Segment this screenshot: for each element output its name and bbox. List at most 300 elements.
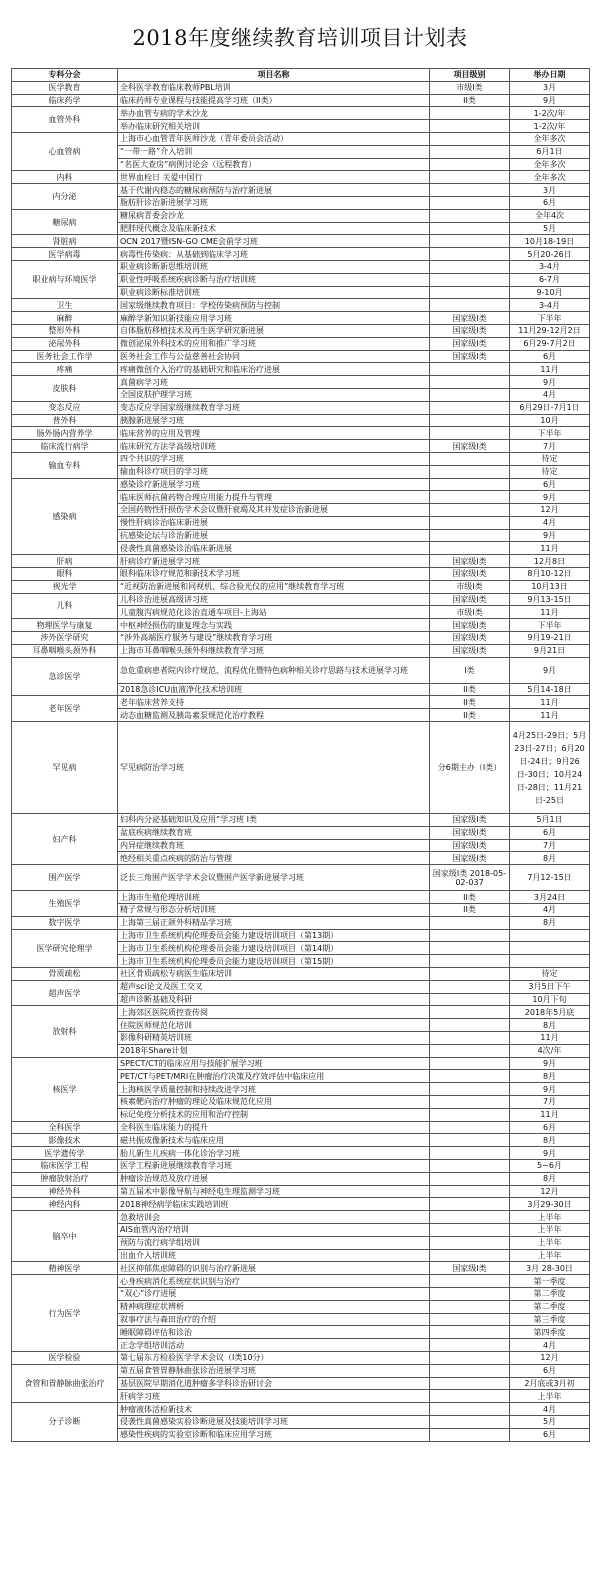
- project-date-cell: 全年多次: [510, 158, 590, 171]
- dept-cell: 输血专科: [12, 452, 118, 478]
- project-level-cell: [430, 1095, 510, 1108]
- project-name-cell: 病毒性传染病：从基础到临床学习班: [118, 248, 430, 261]
- project-level-cell: [430, 1390, 510, 1403]
- project-date-cell: 11月: [510, 1108, 590, 1121]
- plan-table: [11, 68, 590, 1442]
- project-name-cell: 儿科诊治进展高级讲习班: [118, 593, 430, 606]
- project-level-cell: [430, 1057, 510, 1070]
- dept-cell: 泌尿外科: [12, 337, 118, 350]
- table-row: [12, 696, 590, 709]
- project-level-cell: II类: [430, 904, 510, 917]
- table-row: [12, 722, 590, 814]
- header-dept: 专科分会: [12, 69, 118, 82]
- project-name-cell: 肿瘤液体活检新技术: [118, 1403, 430, 1416]
- project-date-cell: 第四季度: [510, 1326, 590, 1339]
- project-level-cell: [430, 1223, 510, 1236]
- project-level-cell: [430, 1032, 510, 1045]
- project-level-cell: [430, 1159, 510, 1172]
- project-date-cell: 7月: [510, 839, 590, 852]
- dept-cell: 脑卒中: [12, 1211, 118, 1262]
- table-row: [12, 440, 590, 453]
- table-row: [12, 235, 590, 248]
- project-name-cell: 脂肪肝诊治新进展学习班: [118, 196, 430, 209]
- project-name-cell: 影像科研精英培训班: [118, 1032, 430, 1045]
- project-name-cell: 职业病诊断新思维培训班: [118, 260, 430, 273]
- project-level-cell: [430, 942, 510, 955]
- dept-cell: 糖尿病: [12, 209, 118, 235]
- project-name-cell: 糖尿病青委会沙龙: [118, 209, 430, 222]
- project-name-cell: 真菌病学习班: [118, 376, 430, 389]
- table-row: [12, 1172, 590, 1185]
- project-level-cell: [430, 452, 510, 465]
- header-name: 项目名称: [118, 69, 430, 82]
- project-date-cell: 9-10月: [510, 286, 590, 299]
- project-date-cell: 7月: [510, 1095, 590, 1108]
- table-row: [12, 968, 590, 981]
- project-level-cell: [430, 1351, 510, 1364]
- project-level-cell: [430, 1364, 510, 1377]
- project-level-cell: [430, 1108, 510, 1121]
- project-name-cell: 精子常规与形态分析培训班: [118, 904, 430, 917]
- project-level-cell: 分6期主办（I类）: [430, 722, 510, 814]
- project-date-cell: 6月: [510, 1121, 590, 1134]
- project-name-cell: 预防与流行病学组培训: [118, 1236, 430, 1249]
- project-level-cell: [430, 478, 510, 491]
- project-level-cell: [430, 504, 510, 517]
- project-date-cell: 上半年: [510, 1211, 590, 1224]
- table-row: [12, 337, 590, 350]
- table-row: [12, 1185, 590, 1198]
- project-level-cell: [430, 1339, 510, 1352]
- project-date-cell: 8月: [510, 1172, 590, 1185]
- project-level-cell: [430, 516, 510, 529]
- dept-cell: 临床流行病学: [12, 440, 118, 453]
- table-row: [12, 1403, 590, 1416]
- dept-cell: 普外科: [12, 414, 118, 427]
- project-level-cell: 国家级I类: [430, 619, 510, 632]
- project-level-cell: [430, 1121, 510, 1134]
- project-date-cell: 5月20-26日: [510, 248, 590, 261]
- project-name-cell: 上海市生殖伦理培训班: [118, 891, 430, 904]
- project-level-cell: 国家级I类: [430, 555, 510, 568]
- project-date-cell: 5月: [510, 222, 590, 235]
- project-date-cell: 3-4月: [510, 260, 590, 273]
- dept-cell: 肝病: [12, 555, 118, 568]
- project-date-cell: 8月: [510, 916, 590, 929]
- project-date-cell: 8月: [510, 1019, 590, 1032]
- project-name-cell: 出血介入培训班: [118, 1249, 430, 1262]
- project-name-cell: 变态反应学国家级继续教育学习班: [118, 401, 430, 414]
- table-header-row: [12, 69, 590, 82]
- project-date-cell: 9月21日: [510, 644, 590, 657]
- dept-cell: 医学病毒: [12, 248, 118, 261]
- project-date-cell: 9月: [510, 1083, 590, 1096]
- project-date-cell: 11月29-12月2日: [510, 324, 590, 337]
- project-level-cell: [430, 248, 510, 261]
- dept-cell: 临床药学: [12, 94, 118, 107]
- project-date-cell: 全年多次: [510, 132, 590, 145]
- project-date-cell: 12月: [510, 1185, 590, 1198]
- project-name-cell: 国家级继续教育项目：学校传染病预防与控制: [118, 299, 430, 312]
- dept-cell: 医务社会工作学: [12, 350, 118, 363]
- project-level-cell: [430, 158, 510, 171]
- project-name-cell: “一带一路”介入培训: [118, 145, 430, 158]
- table-row: [12, 209, 590, 222]
- project-date-cell: 3月 28-30日: [510, 1262, 590, 1275]
- dept-cell: 临床医学工程: [12, 1159, 118, 1172]
- dept-cell: 食管和胃静脉曲张治疗: [12, 1364, 118, 1402]
- table-row: [12, 414, 590, 427]
- project-level-cell: [430, 1172, 510, 1185]
- project-level-cell: 市级I类: [430, 606, 510, 619]
- project-level-cell: [430, 209, 510, 222]
- project-level-cell: [430, 993, 510, 1006]
- table-row: [12, 1211, 590, 1224]
- project-name-cell: SPECT/CT的临床应用与技能扩展学习班: [118, 1057, 430, 1070]
- project-name-cell: 侵袭性真菌感染诊治临床新进展: [118, 542, 430, 555]
- dept-cell: 肿瘤放射治疗: [12, 1172, 118, 1185]
- table-row: [12, 324, 590, 337]
- project-level-cell: [430, 286, 510, 299]
- project-level-cell: 国家级I类: [430, 440, 510, 453]
- project-level-cell: [430, 529, 510, 542]
- table-row: [12, 260, 590, 273]
- project-level-cell: 国家级I类: [430, 839, 510, 852]
- table-row: [12, 632, 590, 645]
- project-date-cell: 11月: [510, 1032, 590, 1045]
- dept-cell: 血管外科: [12, 107, 118, 133]
- project-name-cell: 妇科内分泌基础知识及应用”学习班 I类: [118, 814, 430, 827]
- table-row: [12, 1198, 590, 1211]
- dept-cell: 涉外医学研究: [12, 632, 118, 645]
- project-name-cell: OCN 2017暨ISN-GO CME会前学习班: [118, 235, 430, 248]
- project-date-cell: 10月18-19日: [510, 235, 590, 248]
- project-name-cell: “近视防治新进展和同视机、综合验光仪的应用”继续教育学习班: [118, 580, 430, 593]
- project-date-cell: 7月: [510, 440, 590, 453]
- project-date-cell: 3月: [510, 184, 590, 197]
- project-name-cell: 内异症继续教育班: [118, 839, 430, 852]
- project-name-cell: 上海市卫生系统机构伦理委员会能力建设培训项目（第15期）: [118, 955, 430, 968]
- dept-cell: 卫生: [12, 299, 118, 312]
- project-date-cell: 5月: [510, 1415, 590, 1428]
- project-name-cell: 上海郊区医院质控查传阅: [118, 1006, 430, 1019]
- project-name-cell: 肿瘤诊治规范及放疗进展: [118, 1172, 430, 1185]
- table-row: [12, 916, 590, 929]
- project-level-cell: [430, 968, 510, 981]
- project-level-cell: II类: [430, 696, 510, 709]
- project-name-cell: “双心”诊疗进展: [118, 1287, 430, 1300]
- project-level-cell: [430, 1083, 510, 1096]
- project-level-cell: [430, 1403, 510, 1416]
- table-row: [12, 81, 590, 94]
- project-level-cell: 国家级I类: [430, 644, 510, 657]
- table-row: [12, 299, 590, 312]
- table-row: [12, 478, 590, 491]
- project-level-cell: [430, 980, 510, 993]
- dept-cell: 心血管病: [12, 132, 118, 170]
- project-date-cell: 上半年: [510, 1236, 590, 1249]
- project-level-cell: [430, 363, 510, 376]
- project-name-cell: 睡眠障碍评估和诊治: [118, 1326, 430, 1339]
- project-name-cell: 胰腺新进展学习班: [118, 414, 430, 427]
- table-row: [12, 363, 590, 376]
- table-row: [12, 580, 590, 593]
- project-name-cell: 上海市卫生系统机构伦理委员会能力建设培训项目（第13期）: [118, 929, 430, 942]
- table-row: [12, 1159, 590, 1172]
- table-row: [12, 132, 590, 145]
- project-level-cell: [430, 1428, 510, 1441]
- project-name-cell: 职业病诊断标准培训班: [118, 286, 430, 299]
- project-name-cell: 感染性疾病的实验室诊断和临床应用学习班: [118, 1428, 430, 1441]
- project-date-cell: 11月: [510, 542, 590, 555]
- project-name-cell: 感染诊疗新进展学习班: [118, 478, 430, 491]
- project-level-cell: 国家级I类: [430, 814, 510, 827]
- project-level-cell: 国家级I类 2018-05-02-037: [430, 865, 510, 891]
- project-name-cell: 临床医师抗菌药物合理应用能力提升与管理: [118, 491, 430, 504]
- dept-cell: 变态反应: [12, 401, 118, 414]
- project-date-cell: 下半年: [510, 312, 590, 325]
- project-name-cell: “名医大查房”病例讨论会（远程教育）: [118, 158, 430, 171]
- project-name-cell: 标记免疫分析技术的应用和治疗控制: [118, 1108, 430, 1121]
- table-row: [12, 107, 590, 120]
- project-name-cell: 举办临床研究相关培训: [118, 120, 430, 133]
- dept-cell: 核医学: [12, 1057, 118, 1121]
- project-level-cell: [430, 1377, 510, 1390]
- project-name-cell: 医务社会工作与公益慈善社会协同: [118, 350, 430, 363]
- project-level-cell: [430, 235, 510, 248]
- project-date-cell: 10月: [510, 414, 590, 427]
- project-date-cell: 上半年: [510, 1390, 590, 1403]
- dept-cell: 职业病与环境医学: [12, 260, 118, 298]
- project-date-cell: 4月: [510, 1339, 590, 1352]
- project-name-cell: 老年临床营养支持: [118, 696, 430, 709]
- table-row: [12, 171, 590, 184]
- project-date-cell: 1-2次/年: [510, 107, 590, 120]
- project-date-cell: 上半年: [510, 1249, 590, 1262]
- project-level-cell: [430, 1249, 510, 1262]
- dept-cell: 医学研究伦理学: [12, 929, 118, 967]
- project-date-cell: 11月: [510, 709, 590, 722]
- project-level-cell: 国家级I类: [430, 632, 510, 645]
- project-name-cell: 绝经相关重点疾病的防治与管理: [118, 852, 430, 865]
- project-date-cell: 11月: [510, 363, 590, 376]
- project-date-cell: 6月: [510, 1364, 590, 1377]
- project-date-cell: 9月: [510, 491, 590, 504]
- table-row: [12, 814, 590, 827]
- dept-cell: 超声医学: [12, 980, 118, 1006]
- project-date-cell: 10月下旬: [510, 993, 590, 1006]
- dept-cell: 内科: [12, 171, 118, 184]
- project-date-cell: 6月1日: [510, 145, 590, 158]
- project-date-cell: 5~6月: [510, 1159, 590, 1172]
- project-date-cell: 5月14-18日: [510, 683, 590, 696]
- project-date-cell: 3月5日下午: [510, 980, 590, 993]
- project-level-cell: [430, 273, 510, 286]
- project-date-cell: 8月: [510, 1070, 590, 1083]
- project-name-cell: 上海市心血管青年医师沙龙（青年委员会活动）: [118, 132, 430, 145]
- table-row: [12, 1364, 590, 1377]
- project-level-cell: [430, 916, 510, 929]
- dept-cell: 急诊医学: [12, 657, 118, 696]
- project-date-cell: 6月: [510, 1428, 590, 1441]
- project-level-cell: [430, 222, 510, 235]
- dept-cell: 儿科: [12, 593, 118, 619]
- project-level-cell: [430, 132, 510, 145]
- project-date-cell: 6月29-7月2日: [510, 337, 590, 350]
- project-name-cell: 急危重病患者院内诊疗规范、流程优化暨特色病种相关诊疗思路与技术进展学习班: [118, 657, 430, 683]
- table-row: [12, 593, 590, 606]
- project-level-cell: [430, 196, 510, 209]
- dept-cell: 内分泌: [12, 184, 118, 210]
- project-date-cell: 9月19-21日: [510, 632, 590, 645]
- project-name-cell: 医学工程新进展继续教育学习班: [118, 1159, 430, 1172]
- project-date-cell: 9月: [510, 529, 590, 542]
- project-name-cell: 上海市卫生系统机构伦理委员会能力建设培训项目（第14期）: [118, 942, 430, 955]
- project-level-cell: [430, 1275, 510, 1288]
- project-name-cell: 第五届食管胃静脉曲张诊治进展学习班: [118, 1364, 430, 1377]
- project-name-cell: 临床药师专业课程与技能提高学习班（II类）: [118, 94, 430, 107]
- project-level-cell: 国家级I类: [430, 1262, 510, 1275]
- project-date-cell: 待定: [510, 452, 590, 465]
- project-name-cell: 核素靶向治疗肿瘤的理论及临床规范化应用: [118, 1095, 430, 1108]
- project-level-cell: [430, 427, 510, 440]
- project-name-cell: 全科医生临床能力的提升: [118, 1121, 430, 1134]
- project-name-cell: 2018年Share计划: [118, 1044, 430, 1057]
- project-name-cell: 盆底疾病继续教育班: [118, 826, 430, 839]
- project-name-cell: 职业性呼吸系统疾病诊断与治疗培训班: [118, 273, 430, 286]
- project-name-cell: 基于代谢内稳态的糖尿病预防与治疗新进展: [118, 184, 430, 197]
- dept-cell: 分子诊断: [12, 1403, 118, 1441]
- project-name-cell: 临床营养的应用及管理: [118, 427, 430, 440]
- project-date-cell: 12月: [510, 504, 590, 517]
- table-row: [12, 929, 590, 942]
- project-date-cell: 下半年: [510, 427, 590, 440]
- project-date-cell: 3月: [510, 81, 590, 94]
- header-date: 举办日期: [510, 69, 590, 82]
- project-level-cell: [430, 1326, 510, 1339]
- project-level-cell: II类: [430, 683, 510, 696]
- project-name-cell: 住院医师规范化培训: [118, 1019, 430, 1032]
- project-date-cell: 上半年: [510, 1223, 590, 1236]
- project-level-cell: [430, 1134, 510, 1147]
- header-level: 项目级别: [430, 69, 510, 82]
- project-name-cell: 2018神经病学临床实践培训班: [118, 1198, 430, 1211]
- project-name-cell: 胎儿新生儿疾病一体化诊治学习班: [118, 1147, 430, 1160]
- project-name-cell: 全国皮肤护理学习班: [118, 388, 430, 401]
- project-date-cell: 2018年5月底: [510, 1006, 590, 1019]
- project-level-cell: [430, 929, 510, 942]
- project-name-cell: 社区骨质疏松专病医生临床培训: [118, 968, 430, 981]
- dept-cell: 耳鼻咽喉头颈外科: [12, 644, 118, 657]
- project-name-cell: 自体脂肪移植技术及再生医学研究新进展: [118, 324, 430, 337]
- project-date-cell: 9月13-15日: [510, 593, 590, 606]
- project-name-cell: 第五届术中影像导航与神经电生理监测学习班: [118, 1185, 430, 1198]
- project-date-cell: 9月: [510, 94, 590, 107]
- table-row: [12, 427, 590, 440]
- project-name-cell: 全科医学教育临床教师PBL培训: [118, 81, 430, 94]
- project-name-cell: 超声sci论文及医工交叉: [118, 980, 430, 993]
- project-level-cell: [430, 1044, 510, 1057]
- project-date-cell: 8月10-12日: [510, 568, 590, 581]
- project-date-cell: [510, 955, 590, 968]
- table-row: [12, 248, 590, 261]
- project-date-cell: 第一季度: [510, 1275, 590, 1288]
- project-name-cell: 全国药物性肝损伤学术会议暨肝衰竭及其并发症诊治新进展: [118, 504, 430, 517]
- project-name-cell: 上海第三届正颌外科精品学习班: [118, 916, 430, 929]
- project-name-cell: 急救培训会: [118, 1211, 430, 1224]
- table-row: [12, 184, 590, 197]
- project-name-cell: 第七届东方检验医学学术会议（I类10分）: [118, 1351, 430, 1364]
- table-row: [12, 1351, 590, 1364]
- table-row: [12, 452, 590, 465]
- page-title: 2018年度继续教育培训项目计划表: [132, 26, 468, 50]
- project-date-cell: 9月: [510, 376, 590, 389]
- project-level-cell: [430, 465, 510, 478]
- dept-cell: 医学遗传学: [12, 1147, 118, 1160]
- project-level-cell: [430, 1006, 510, 1019]
- table-row: [12, 1275, 590, 1288]
- project-level-cell: [430, 171, 510, 184]
- project-level-cell: [430, 184, 510, 197]
- project-date-cell: 全年多次: [510, 171, 590, 184]
- dept-cell: 精神医学: [12, 1262, 118, 1275]
- project-name-cell: 中枢神经损伤的康复理念与实践: [118, 619, 430, 632]
- table-row: [12, 1262, 590, 1275]
- dept-cell: 医学检验: [12, 1351, 118, 1364]
- project-date-cell: 第二季度: [510, 1300, 590, 1313]
- project-level-cell: [430, 955, 510, 968]
- table-row: [12, 312, 590, 325]
- project-name-cell: 微创泌尿外科技术的应用和推广学习班: [118, 337, 430, 350]
- dept-cell: 肠外肠内营养学: [12, 427, 118, 440]
- project-name-cell: 眼科临床诊疗规范和新技术学习班: [118, 568, 430, 581]
- project-level-cell: [430, 1313, 510, 1326]
- table-row: [12, 891, 590, 904]
- project-level-cell: II类: [430, 891, 510, 904]
- dept-cell: 放射科: [12, 1006, 118, 1057]
- project-name-cell: 肝病学习班: [118, 1390, 430, 1403]
- project-name-cell: 疼痛微创介入治疗的基础研究和临床治疗进展: [118, 363, 430, 376]
- project-date-cell: 8月: [510, 1134, 590, 1147]
- project-date-cell: 6月: [510, 826, 590, 839]
- table-row: [12, 568, 590, 581]
- project-date-cell: 4月: [510, 904, 590, 917]
- table-row: [12, 350, 590, 363]
- project-date-cell: 全年4次: [510, 209, 590, 222]
- project-name-cell: 世界血栓日 关爱中国行: [118, 171, 430, 184]
- project-date-cell: 3月29-30日: [510, 1198, 590, 1211]
- project-level-cell: [430, 1070, 510, 1083]
- project-name-cell: 基层医院早期消化道肿瘤多学科诊治研讨会: [118, 1377, 430, 1390]
- project-name-cell: 社区抑郁焦虑障碍的识别与治疗新进展: [118, 1262, 430, 1275]
- project-date-cell: 7月12-15日: [510, 865, 590, 891]
- project-date-cell: 4月: [510, 516, 590, 529]
- project-date-cell: 3月24日: [510, 891, 590, 904]
- project-date-cell: 11月: [510, 696, 590, 709]
- dept-cell: 妇产科: [12, 814, 118, 865]
- project-name-cell: 动态血糖监测及胰岛素泵规范化治疗教程: [118, 709, 430, 722]
- table-row: [12, 1121, 590, 1134]
- project-name-cell: 输血科诊疗项目的学习班: [118, 465, 430, 478]
- project-level-cell: [430, 1415, 510, 1428]
- dept-cell: 围产医学: [12, 865, 118, 891]
- project-date-cell: 下半年: [510, 619, 590, 632]
- project-date-cell: 9月: [510, 657, 590, 683]
- project-name-cell: 磁共振成像新技术与临床应用: [118, 1134, 430, 1147]
- dept-cell: 行为医学: [12, 1275, 118, 1352]
- project-level-cell: II类: [430, 709, 510, 722]
- project-level-cell: [430, 107, 510, 120]
